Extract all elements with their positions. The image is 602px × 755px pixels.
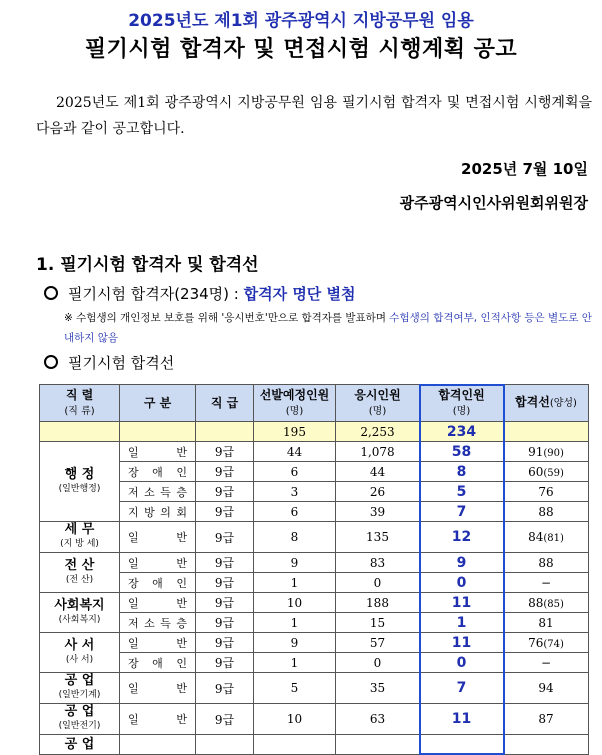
cell-planned: 9 xyxy=(254,553,336,573)
note-mark: ※ xyxy=(64,312,73,324)
cell-cutoff xyxy=(504,442,589,462)
cell-cutoff xyxy=(504,633,589,653)
cell-passed: 12 xyxy=(420,522,504,553)
cell-passed xyxy=(420,735,504,755)
cutoff-value: 94 xyxy=(538,681,553,695)
total-applicants: 2,253 xyxy=(336,422,420,442)
organization-name: 광주광역시인사위원회위원장 xyxy=(400,192,588,213)
cell-passed: 11 xyxy=(420,704,504,735)
cell-gubun xyxy=(120,613,196,633)
cell-cutoff xyxy=(504,482,589,502)
cell-gubun xyxy=(120,482,196,502)
category-name: 사 서 xyxy=(40,638,119,653)
table-row xyxy=(40,553,589,573)
cutoff-yangsung: (81) xyxy=(543,533,564,544)
section1-title: 1. 필기시험 합격자 및 합격선 xyxy=(36,250,259,275)
cell-planned: 1 xyxy=(254,613,336,633)
cell-planned: 9 xyxy=(254,633,336,653)
subsection-passers xyxy=(44,283,356,304)
category-name: 공 업 xyxy=(40,673,119,688)
cutoff-value: − xyxy=(541,656,551,670)
cell-passed: 58 xyxy=(420,442,504,462)
cutoff-value: 87 xyxy=(538,712,553,726)
cell-grade: 9급 xyxy=(196,522,254,553)
cell-applicants: 0 xyxy=(336,573,420,593)
table-row xyxy=(40,704,589,735)
cell-grade: 9급 xyxy=(196,613,254,633)
cell-grade: 9급 xyxy=(196,673,254,704)
cell-grade: 9급 xyxy=(196,653,254,673)
cell-applicants: 15 xyxy=(336,613,420,633)
cutoff-yangsung: (59) xyxy=(543,468,564,479)
cell-grade: 9급 xyxy=(196,633,254,653)
category-subname: (전 산) xyxy=(40,573,119,588)
gubun-text: 일 반 xyxy=(120,711,195,727)
cell-planned: 5 xyxy=(254,673,336,704)
category-subname: (사 서) xyxy=(40,653,119,668)
gubun-text: 저 소 득 층 xyxy=(120,615,195,631)
gubun-text: 일 반 xyxy=(120,444,195,460)
cell-applicants: 57 xyxy=(336,633,420,653)
cutoff-table xyxy=(39,384,589,755)
cell-planned: 8 xyxy=(254,522,336,553)
cell-gubun xyxy=(120,633,196,653)
gubun-text: 일 반 xyxy=(120,635,195,651)
subsection-cutoff-label: 필기시험 합격선 xyxy=(68,354,174,372)
cell-planned: 6 xyxy=(254,502,336,522)
cell-passed: 0 xyxy=(420,653,504,673)
cell-cutoff xyxy=(504,573,589,593)
table-row xyxy=(40,442,589,462)
gubun-text: 일 반 xyxy=(120,595,195,611)
category-name: 행 정 xyxy=(40,467,119,482)
header-applicants: 응시인원 (명) xyxy=(336,385,420,422)
circle-bullet-icon xyxy=(44,286,58,300)
table-row xyxy=(40,522,589,553)
cell-planned: 10 xyxy=(254,704,336,735)
row-category xyxy=(40,442,120,522)
cutoff-value: 88 xyxy=(528,596,543,610)
cell-passed: 1 xyxy=(420,613,504,633)
total-planned: 195 xyxy=(254,422,336,442)
passers-list-attached: 합격자 명단 별첨 xyxy=(244,285,356,303)
header-planned: 선발예정인원 (명) xyxy=(254,385,336,422)
totals-row xyxy=(40,422,589,442)
cell-gubun xyxy=(120,673,196,704)
cell-planned: 1 xyxy=(254,653,336,673)
cell-gubun xyxy=(120,573,196,593)
cell-cutoff xyxy=(504,553,589,573)
cell-applicants: 1,078 xyxy=(336,442,420,462)
cell-cutoff xyxy=(504,735,589,755)
gubun-text: 지 방 의 회 xyxy=(120,504,195,520)
cell-grade: 9급 xyxy=(196,704,254,735)
category-name: 사회복지 xyxy=(40,598,119,613)
cell-gubun xyxy=(120,653,196,673)
cell-applicants: 63 xyxy=(336,704,420,735)
title-line2: 필기시험 합격자 및 면접시험 시행계획 공고 xyxy=(0,32,602,63)
cell-gubun xyxy=(120,442,196,462)
cell-cutoff xyxy=(504,462,589,482)
cell-passed: 7 xyxy=(420,502,504,522)
cell-cutoff xyxy=(504,673,589,704)
cell-applicants: 26 xyxy=(336,482,420,502)
gubun-text: 장 애 인 xyxy=(120,655,195,671)
table-row xyxy=(40,653,589,673)
cutoff-yangsung: (74) xyxy=(543,639,564,650)
note-part1: 수험생의 개인정보 보호를 위해 '응시번호'만으로 합격자를 발표하며 xyxy=(76,312,389,324)
announcement-date: 2025년 7월 10일 xyxy=(461,158,588,179)
cell-gubun xyxy=(120,704,196,735)
header-passed: 합격인원 (명) xyxy=(420,385,504,422)
cell-passed: 9 xyxy=(420,553,504,573)
cell-cutoff xyxy=(504,653,589,673)
cell-cutoff xyxy=(504,704,589,735)
cell-passed: 5 xyxy=(420,482,504,502)
cell-planned: 44 xyxy=(254,442,336,462)
category-name: 전 산 xyxy=(40,558,119,573)
row-category xyxy=(40,673,120,704)
row-category xyxy=(40,704,120,735)
gubun-text: 일 반 xyxy=(120,529,195,545)
cell-applicants: 39 xyxy=(336,502,420,522)
cell-applicants: 83 xyxy=(336,553,420,573)
category-name: 세 무 xyxy=(40,522,119,537)
cutoff-value: 76 xyxy=(538,485,553,499)
gubun-text: 일 반 xyxy=(120,680,195,696)
cell-grade: 9급 xyxy=(196,442,254,462)
row-category xyxy=(40,553,120,593)
category-subname: (일반전기) xyxy=(40,719,119,734)
header-cutoff: 합격선(양성) xyxy=(504,385,589,422)
note-part2: 수험생의 합격여부, 인적사항 등은 별도로 안내하지 않음 xyxy=(64,312,592,344)
table-row xyxy=(40,673,589,704)
cell-applicants: 35 xyxy=(336,673,420,704)
table-row xyxy=(40,633,589,653)
cell-gubun xyxy=(120,502,196,522)
cell-applicants: 44 xyxy=(336,462,420,482)
cell-passed: 8 xyxy=(420,462,504,482)
cutoff-value: 88 xyxy=(538,556,553,570)
cell-passed: 7 xyxy=(420,673,504,704)
category-subname: (일반행정) xyxy=(40,482,119,497)
category-name: 공 업 xyxy=(40,704,119,719)
cutoff-value: 84 xyxy=(528,530,543,544)
cell-grade: 9급 xyxy=(196,462,254,482)
table-row xyxy=(40,735,589,755)
cell-applicants: 188 xyxy=(336,593,420,613)
cell-passed: 0 xyxy=(420,573,504,593)
cutoff-value: − xyxy=(541,576,551,590)
cell-cutoff xyxy=(504,522,589,553)
cutoff-value: 88 xyxy=(538,505,553,519)
cell-planned: 10 xyxy=(254,593,336,613)
row-category xyxy=(40,633,120,673)
category-name: 공 업 xyxy=(40,737,119,752)
table-row xyxy=(40,502,589,522)
cell-planned: 1 xyxy=(254,573,336,593)
cell-grade: 9급 xyxy=(196,593,254,613)
header-jikryeol: 직 렬 (직 류) xyxy=(40,385,120,422)
row-category xyxy=(40,522,120,553)
table-row xyxy=(40,482,589,502)
cell-passed: 11 xyxy=(420,593,504,613)
row-category xyxy=(40,593,120,633)
table-row xyxy=(40,613,589,633)
gubun-text: 저 소 득 층 xyxy=(120,484,195,500)
cell-applicants: 0 xyxy=(336,653,420,673)
cell-gubun xyxy=(120,462,196,482)
cell-applicants: 135 xyxy=(336,522,420,553)
cell-applicants xyxy=(336,735,420,755)
gubun-text: 장 애 인 xyxy=(120,575,195,591)
circle-bullet-icon xyxy=(44,355,58,369)
cell-cutoff xyxy=(504,502,589,522)
cell-passed: 11 xyxy=(420,633,504,653)
category-subname: (일반기계) xyxy=(40,688,119,703)
table-row xyxy=(40,573,589,593)
category-subname: (지 방 세) xyxy=(40,537,119,552)
subsection-cutoff xyxy=(44,352,174,373)
cell-grade xyxy=(196,735,254,755)
cutoff-value: 91 xyxy=(528,445,543,459)
cell-planned: 6 xyxy=(254,462,336,482)
cutoff-value: 60 xyxy=(528,465,543,479)
cell-grade: 9급 xyxy=(196,553,254,573)
cell-planned xyxy=(254,735,336,755)
cell-planned: 3 xyxy=(254,482,336,502)
title-line1: 2025년도 제1회 광주광역시 지방공무원 임용 xyxy=(0,6,602,31)
cell-gubun xyxy=(120,522,196,553)
privacy-note xyxy=(64,308,592,348)
cell-grade: 9급 xyxy=(196,482,254,502)
cell-cutoff xyxy=(504,593,589,613)
cell-gubun xyxy=(120,593,196,613)
cell-gubun xyxy=(120,735,196,755)
table-row xyxy=(40,462,589,482)
cell-grade: 9급 xyxy=(196,573,254,593)
table-row xyxy=(40,593,589,613)
gubun-text: 일 반 xyxy=(120,555,195,571)
cutoff-value: 81 xyxy=(538,616,553,630)
cell-gubun xyxy=(120,553,196,573)
header-jikgeup: 직 급 xyxy=(196,385,254,422)
cutoff-value: 76 xyxy=(528,636,543,650)
cell-cutoff xyxy=(504,613,589,633)
cell-grade: 9급 xyxy=(196,502,254,522)
subsection-passers-label: 필기시험 합격자(234명) : xyxy=(68,285,244,303)
row-category xyxy=(40,735,120,755)
cutoff-yangsung: (90) xyxy=(543,448,564,459)
category-subname: (사회복지) xyxy=(40,613,119,628)
total-passed: 234 xyxy=(420,422,504,442)
header-gubun: 구 분 xyxy=(120,385,196,422)
intro-paragraph: 2025년도 제1회 광주광역시 지방공무원 임용 필기시험 합격자 및 면접시험 시행계획을 다음과 같이 공고합니다. xyxy=(36,90,592,142)
cutoff-yangsung: (85) xyxy=(543,599,564,610)
gubun-text: 장 애 인 xyxy=(120,464,195,480)
